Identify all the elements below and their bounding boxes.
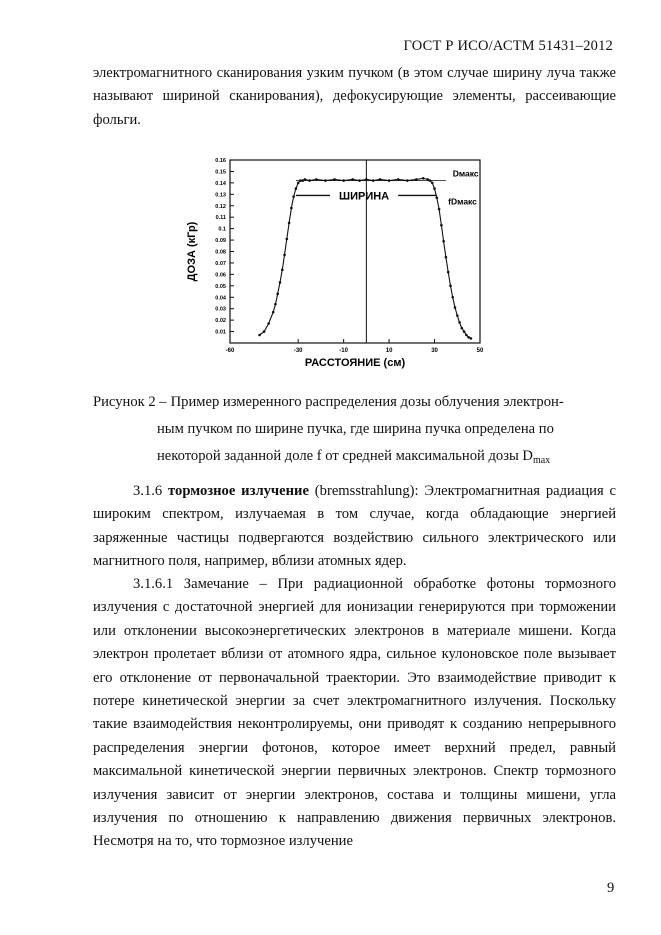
dose-point [397, 178, 400, 181]
dose-point [351, 178, 354, 181]
dose-point [433, 187, 436, 190]
dose-point [415, 178, 418, 181]
section-term: тормозное излучение [168, 483, 309, 499]
y-tick-label: 0.09 [215, 238, 226, 245]
x-tick-label: -30 [293, 348, 303, 354]
dose-point [299, 179, 302, 182]
section-number: 3.1.6 [133, 483, 163, 499]
dose-distribution-figure [180, 155, 500, 370]
dose-point [429, 179, 432, 182]
dose-point [458, 321, 461, 324]
dose-point [438, 208, 441, 211]
dose-point [461, 327, 464, 330]
dose-point [267, 322, 270, 325]
fdmax-label: fDмакс [448, 196, 477, 207]
dose-point [431, 182, 434, 185]
dose-point [279, 281, 282, 284]
y-tick-label: 0.08 [215, 249, 226, 256]
y-tick-label: 0.04 [215, 295, 226, 302]
dose-point [456, 314, 459, 317]
y-tick-label: 0.13 [215, 192, 226, 199]
dose-point [372, 179, 375, 182]
dose-point [467, 336, 470, 339]
x-tick-label: 30 [431, 348, 438, 354]
x-tick-label: 10 [385, 348, 393, 354]
dose-point [447, 271, 450, 274]
caption-line-3 [93, 443, 616, 474]
width-label: ШИРИНА [339, 190, 390, 203]
caption-line-2: ным пучком по ширине пучка, где ширина пучка определена по [157, 421, 554, 437]
dose-point [342, 179, 345, 182]
y-tick-label: 0.16 [215, 158, 226, 164]
y-tick-label: 0.14 [215, 180, 226, 187]
dose-point [288, 222, 291, 225]
plot-frame [230, 160, 480, 343]
y-tick-label: 0.01 [215, 329, 226, 336]
x-tick-label: -10 [339, 348, 348, 354]
section-definition: (bremsstrahlung): Электромагнитная радиация с широким спектром, излучаемая в том случае, когда обладающие энергией заряженные частицы подвергаются воздействию сильного электрического или магнитного поля, например, вблизи атомных ядер. [93, 483, 616, 570]
dose-point [463, 330, 466, 333]
dose-point [324, 179, 327, 182]
section-3-1-6 [93, 480, 616, 574]
dose-point [388, 179, 391, 182]
dose-point [333, 178, 336, 181]
caption-line-3-text: некоторой заданной доле f от средней максимальной дозы D [157, 448, 533, 464]
y-tick-label: 0.05 [215, 283, 226, 290]
page-number: 9 [607, 880, 615, 896]
y-tick-label: 0.02 [215, 318, 226, 325]
dose-point [445, 256, 448, 259]
y-tick-label: 0.06 [215, 272, 226, 279]
dose-point [258, 334, 261, 337]
dose-point [290, 207, 293, 210]
dose-point [272, 311, 275, 314]
dose-point [465, 334, 468, 337]
dose-point [436, 196, 439, 199]
dose-point [406, 179, 409, 182]
dose-point [426, 178, 429, 181]
dmax-label: Dмакс [452, 168, 479, 179]
dose-point [286, 238, 289, 241]
figure-caption [93, 389, 616, 474]
dose-point [365, 178, 368, 181]
dose-point [281, 269, 284, 272]
x-axis-label: РАССТОЯНИЕ (см) [304, 357, 406, 369]
dose-point [274, 303, 277, 306]
dose-point [315, 178, 318, 181]
dose-point [304, 178, 307, 181]
dose-chart [180, 155, 500, 370]
dose-point [292, 195, 295, 198]
dose-point [449, 285, 452, 288]
dose-point [358, 179, 361, 182]
y-tick-label: 0.03 [215, 306, 226, 313]
dose-point [297, 182, 300, 185]
dose-point [422, 177, 425, 180]
dose-point [301, 179, 304, 182]
dose-point [276, 293, 279, 296]
dose-point [442, 240, 445, 243]
dose-point [308, 179, 311, 182]
y-tick-label: 0.11 [215, 215, 226, 222]
dose-point [263, 330, 266, 333]
document-header: ГОСТ Р ИСО/АСТМ 51431–2012 [403, 38, 613, 54]
x-tick-label: 50 [476, 348, 484, 354]
caption-line-1: Пример измеренного распределения дозы облучения электрон- [170, 394, 564, 410]
y-tick-label: 0.1 [218, 226, 226, 233]
y-tick-label: 0.07 [215, 260, 226, 267]
y-tick-label: 0.12 [215, 203, 226, 210]
dose-point [451, 296, 454, 299]
intro-paragraph: электромагнитного сканирования узким пучком (в этом случае ширину луча также называют шириной сканирования), дефокусирующие элементы, рассеивающие фольги. [93, 65, 616, 128]
dose-point [379, 178, 382, 181]
caption-subscript: max [532, 455, 551, 466]
dose-point [440, 224, 443, 227]
caption-label: Рисунок 2 – [93, 394, 167, 410]
dose-point [283, 254, 286, 257]
section-3-1-6-1: 3.1.6.1 Замечание – При радиационной обработке фотоны тормозного излучения с достаточной энергией для ионизации генерируются при торможении или отклонении высокоэнергетических электронов в материале мишени. Когда электрон пролетает вблизи от атомного ядра, сильное кулоновское поле вызывает его отклонение от первоначальной траектории. Это взаимодействие приводит к потере кинетической энергии за счет электромагнитного излучения. Поскольку такие взаимодействия неконтролируемы, они приводят к созданию непрерывного распределения энергии фотонов, которое имеет верхний предел, равный максимальной кинетической энергии первичных электронов. Спектр тормозного излучения зависит от энергии электронов, состава и толщины мишени, угла излучения по отношению к направлению движения первичных электронов. Несмотря на то, что тормозное излучение [93, 576, 616, 850]
y-tick-label: 0.15 [215, 169, 226, 176]
x-tick-label: -60 [225, 348, 235, 354]
dose-point [295, 187, 298, 190]
dose-point [470, 337, 473, 340]
y-axis-label: ДОЗА (кГр) [186, 221, 198, 282]
dose-point [454, 306, 457, 309]
